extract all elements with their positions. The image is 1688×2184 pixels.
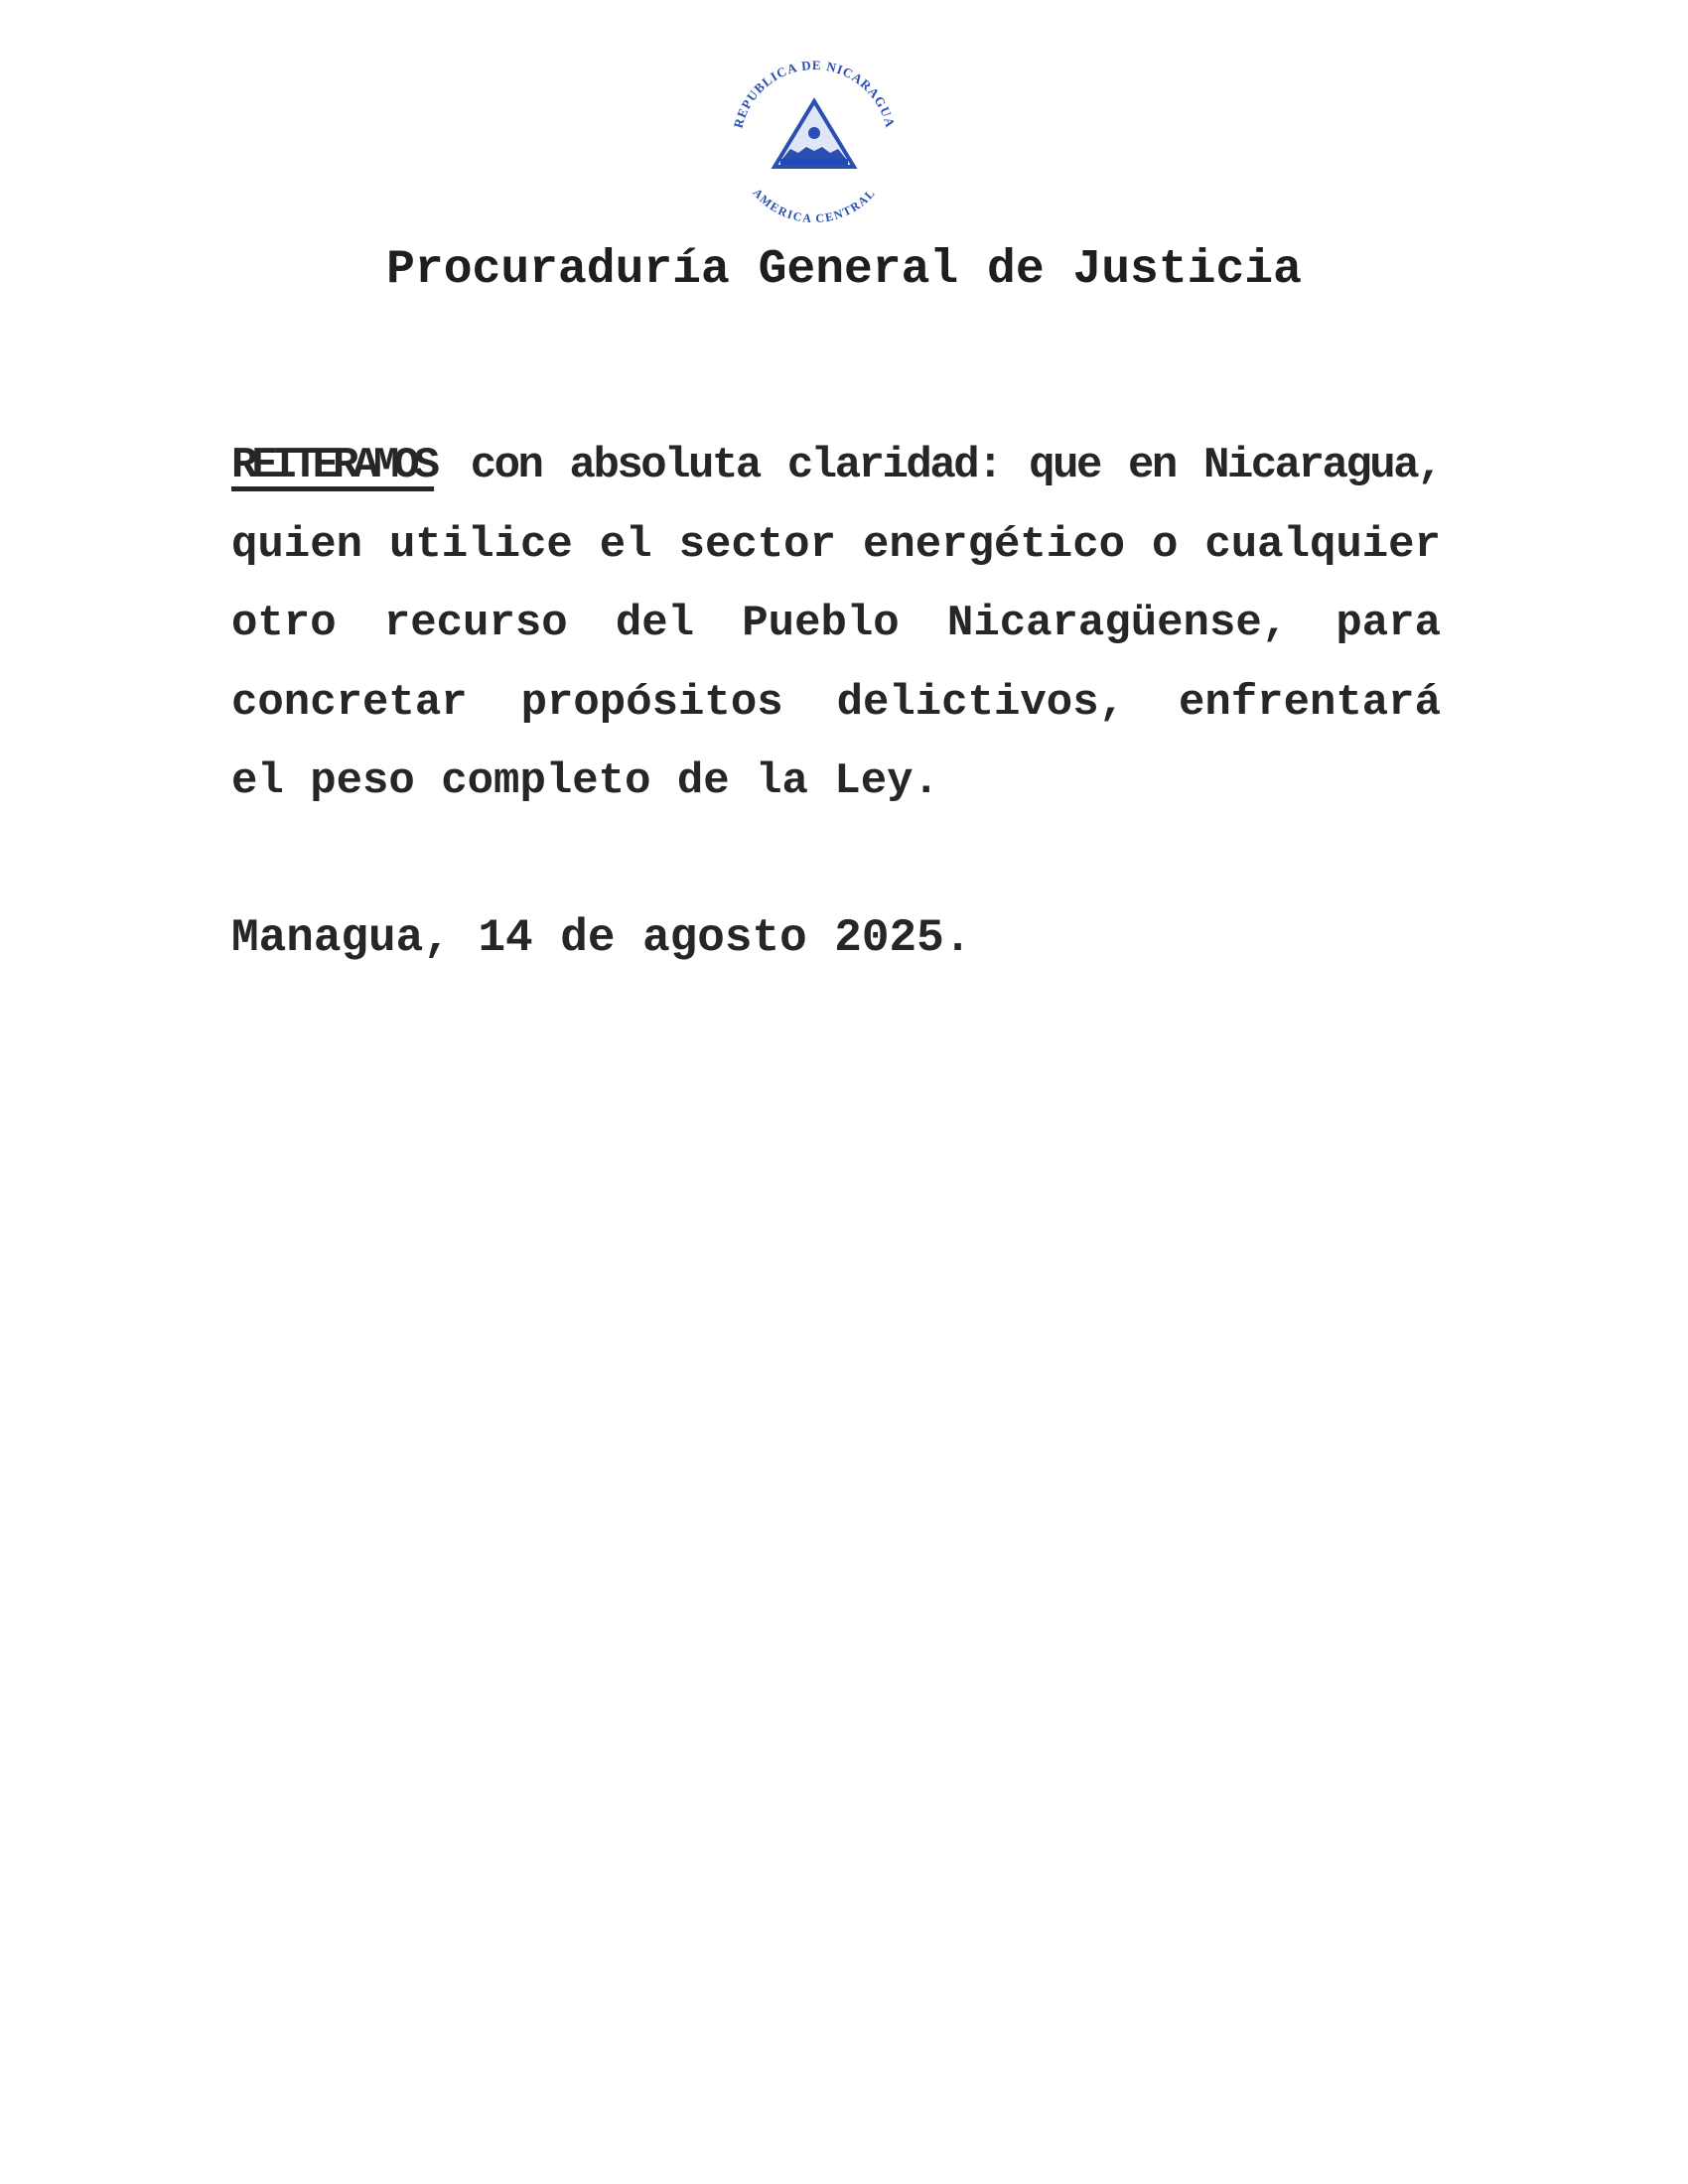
statement-line [231,664,1441,744]
seal-bottom-text: AMERICA CENTRAL [750,185,879,226]
statement-line-text: quien utilice el sector energético o cualquier [231,519,1441,570]
statement-emphasis: REITERAMOS [231,441,435,490]
statement-line [231,585,1441,664]
statement-line [231,506,1441,586]
statement-line-text: el peso completo de la Ley. [231,756,939,806]
statement-line-text: otro recurso del Pueblo Nicaragüense, para [231,599,1441,648]
statement-line [231,743,1441,822]
nicaragua-seal-logo [723,52,906,234]
date-line: Managua, 14 de agosto 2025. [231,912,972,964]
page-title: Procuraduría General de Justicia [386,243,1302,297]
seal-top-text: REPUBLICA DE NICARAGUA [730,57,899,130]
statement-line-text: con absoluta claridad: que en Nicaragua, [470,441,1442,490]
statement-line [231,427,1441,506]
statement-paragraph [231,427,1441,822]
statement-line-text: concretar propósitos delictivos, enfrentará [231,677,1441,728]
